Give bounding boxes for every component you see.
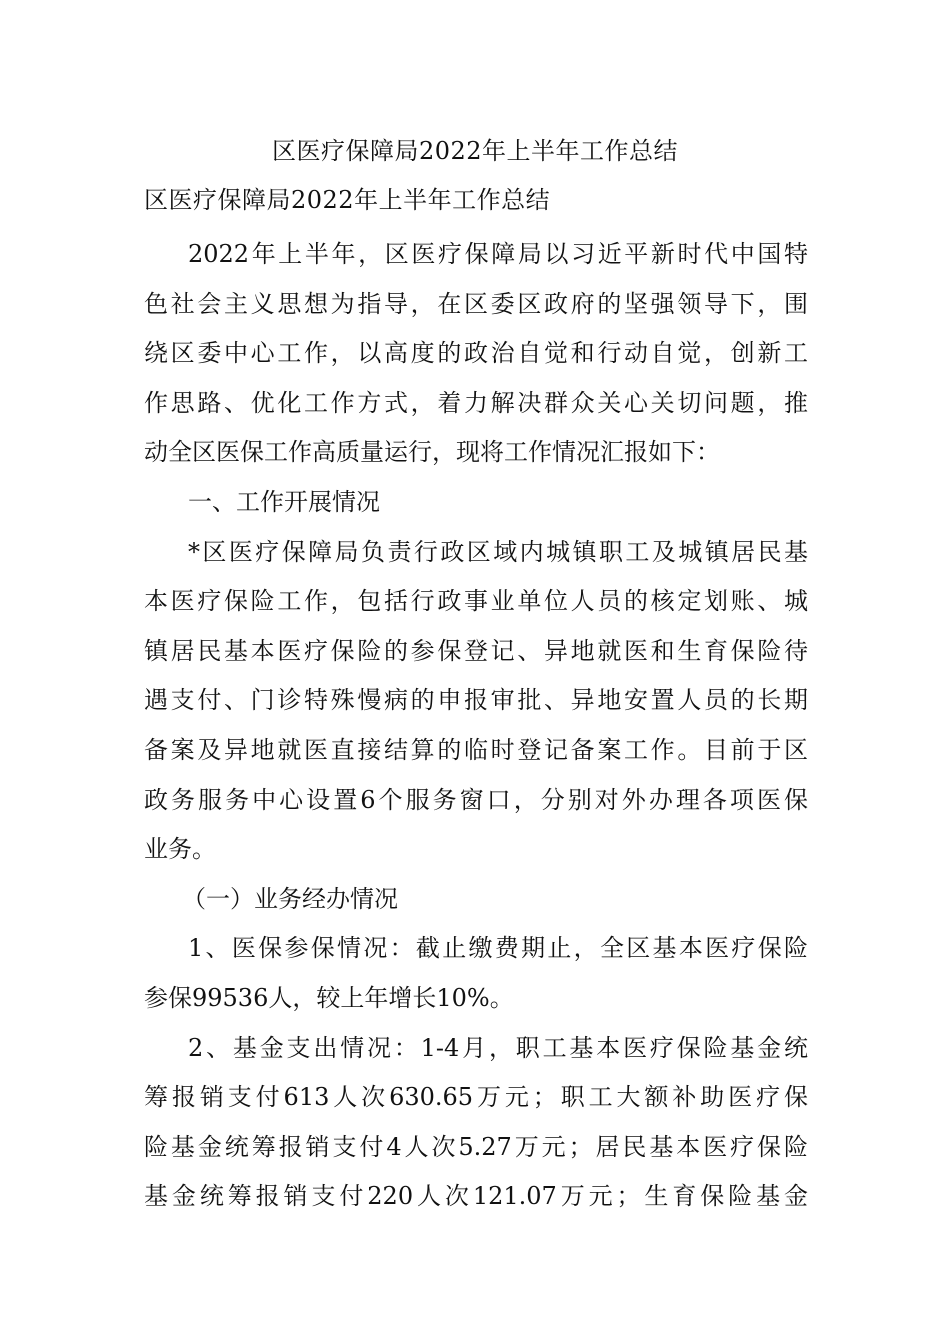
paragraph-line: 本医疗保险工作，包括行政事业单位人员的核定划账、城 [144,587,808,616]
document-subtitle: 区医疗保障局2022年上半年工作总结 [144,186,551,214]
document-body [144,230,808,1222]
paragraph-line: 险基金统筹报销支付4人次5.27万元；居民基本医疗保险 [144,1132,808,1161]
paragraph-line: 业务。 [144,835,216,864]
paragraph-line: *区医疗保障局负责行政区域内城镇职工及城镇居民基 [188,537,808,566]
paragraph-line: 2022年上半年，区医疗保障局以习近平新时代中国特 [188,240,808,268]
paragraph-line: 政务服务中心设置6个服务窗口，分别对外办理各项医保 [144,785,808,814]
section-heading: 一、工作开展情况 [188,487,380,516]
paragraph-line: 筹报销支付613人次630.65万元；职工大额补助医疗保 [144,1083,808,1112]
paragraph-line: 1、医保参保情况：截止缴费期止，全区基本医疗保险 [188,934,808,963]
paragraph-line: 基金统筹报销支付220人次121.07万元；生育保险基金 [144,1182,808,1211]
paragraph-line: 镇居民基本医疗保险的参保登记、异地就医和生育保险待 [144,636,808,665]
paragraph-line: 参保99536人，较上年增长10%。 [144,983,514,1012]
paragraph-line: 动全区医保工作高质量运行，现将工作情况汇报如下： [144,438,720,467]
subsection-heading: （一）业务经办情况 [182,884,398,913]
paragraph-line: 备案及异地就医直接结算的临时登记备案工作。目前于区 [144,735,808,764]
paragraph-line: 遇支付、门诊特殊慢病的申报审批、异地安置人员的长期 [144,686,808,715]
paragraph-line: 2、基金支出情况：1-4月，职工基本医疗保险基金统 [188,1033,808,1062]
paragraph-line: 色社会主义思想为指导，在区委区政府的坚强领导下，围 [144,289,808,318]
document-title: 区医疗保障局2022年上半年工作总结 [271,137,679,165]
paragraph-line: 绕区委中心工作，以高度的政治自觉和行动自觉，创新工 [144,339,808,368]
paragraph-line: 作思路、优化工作方式，着力解决群众关心关切问题，推 [144,388,808,417]
